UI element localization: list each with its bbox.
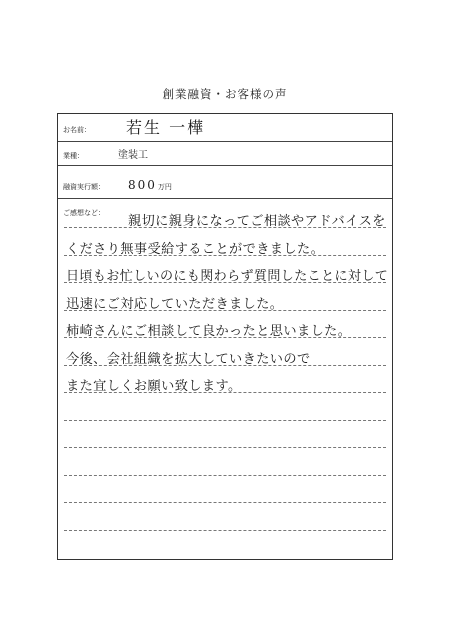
industry-value: 塗装工 [118, 150, 148, 161]
comment-area [58, 199, 392, 559]
industry-label: 業種： [63, 152, 84, 160]
comment-line: 親切に親身になってご相談やアドバイスを [128, 214, 386, 229]
ruled-line [64, 530, 386, 531]
name-label: お名前： [63, 126, 91, 134]
form-frame [57, 113, 393, 560]
comment-line: 日頃もお忙しいのにも関わらず質問したことに対して [66, 269, 389, 284]
amount-value: 800 [128, 178, 157, 192]
comment-line: 今後、会社組織を拡大していきたいので [66, 351, 311, 367]
amount-row [58, 166, 392, 199]
industry-row [58, 142, 392, 166]
amount-value-group [128, 178, 172, 192]
comment-line: また宜しくお願い致します。 [66, 379, 242, 394]
ruled-line [64, 475, 386, 476]
comment-line: 柿崎さんにご相談して良かったと思いました。 [66, 324, 352, 339]
name-value: 若生 一樺 [126, 118, 206, 137]
name-row [58, 114, 392, 142]
document-title: 創業融資・お客様の声 [162, 87, 288, 101]
amount-unit: 万円 [157, 183, 172, 191]
ruled-line [64, 447, 386, 448]
amount-label: 融資実行額： [63, 183, 105, 191]
comment-line: くださり無事受給することができました。 [66, 241, 325, 257]
ruled-line [64, 420, 386, 421]
ruled-line [64, 502, 386, 503]
comment-line: 迅速にご対応していただきました。 [66, 296, 284, 312]
comment-label: ご感想など： [63, 209, 105, 217]
